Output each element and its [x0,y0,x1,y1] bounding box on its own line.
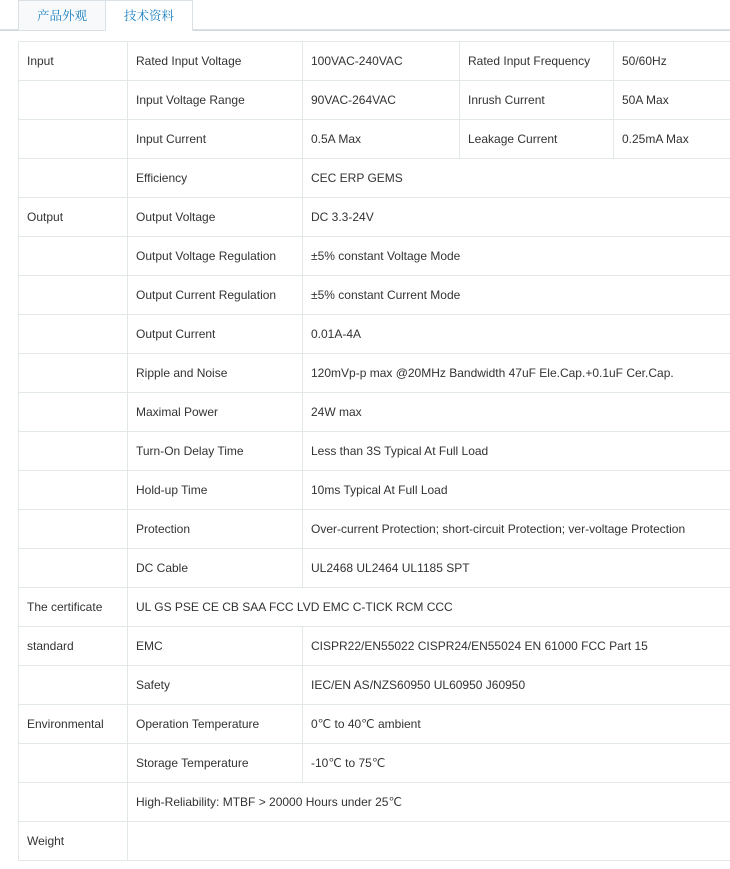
standard-empty-cell [19,666,128,705]
weight-label: Weight [19,822,128,861]
certificate-value: UL GS PSE CE CB SAA FCC LVD EMC C-TICK RCM CCC [128,588,730,627]
standard-label: standard [19,627,128,666]
table-row [19,42,730,81]
table-row [19,549,730,588]
row-secondary-value: 0.25mA Max [614,120,730,159]
row-value: ±5% constant Current Mode [303,276,730,315]
row-value: ±5% constant Voltage Mode [303,237,730,276]
row-value: 0.01A-4A [303,315,730,354]
row-sub-label: Operation Temperature [128,705,303,744]
row-value: 10ms Typical At Full Load [303,471,730,510]
environmental-label: Environmental [19,705,128,744]
row-value: 90VAC-264VAC [303,81,460,120]
table-row [19,354,730,393]
environmental-empty-cell [19,744,128,783]
table-row [19,159,730,198]
row-sub-label: Output Current Regulation [128,276,303,315]
row-secondary-label: Rated Input Frequency [460,42,614,81]
specification-table [18,41,730,861]
row-value: DC 3.3-24V [303,198,730,237]
table-row-certificate [19,588,730,627]
row-sub-label: Output Voltage [128,198,303,237]
table-row [19,198,730,237]
row-value: 120mVp-p max @20MHz Bandwidth 47uF Ele.Cap.+0.1uF Cer.Cap. [303,354,730,393]
row-group-label [19,354,128,393]
table-row [19,393,730,432]
row-group-label [19,237,128,276]
row-sub-label: DC Cable [128,549,303,588]
row-group-label [19,120,128,159]
row-sub-label: Rated Input Voltage [128,42,303,81]
table-row [19,81,730,120]
table-row [19,471,730,510]
row-sub-label: Output Voltage Regulation [128,237,303,276]
row-value: 0℃ to 40℃ ambient [303,705,730,744]
row-group-label [19,276,128,315]
row-sub-label: Storage Temperature [128,744,303,783]
row-value: UL2468 UL2464 UL1185 SPT [303,549,730,588]
row-value: 100VAC-240VAC [303,42,460,81]
row-group-label [19,393,128,432]
weight-value [128,822,730,861]
reliability-value: High-Reliability: MTBF > 20000 Hours under 25℃ [128,783,730,822]
row-sub-label: Hold-up Time [128,471,303,510]
tab-product-appearance[interactable]: 产品外观 [18,0,106,31]
row-group-label: Output [19,198,128,237]
table-row [19,237,730,276]
standard-emc-tag: EMC [128,627,303,666]
row-value: 0.5A Max [303,120,460,159]
row-sub-label: Output Current [128,315,303,354]
table-row [19,315,730,354]
row-value: Over-current Protection; short-circuit Protection; ver-voltage Protection [303,510,730,549]
row-sub-label: Input Voltage Range [128,81,303,120]
row-value: CEC ERP GEMS [303,159,730,198]
table-row [19,744,730,783]
tab-technical-data[interactable]: 技术资料 [105,0,193,31]
table-row [19,432,730,471]
standard-safety-value: IEC/EN AS/NZS60950 UL60950 J60950 [303,666,730,705]
tab-bar [0,0,730,31]
row-value: -10℃ to 75℃ [303,744,730,783]
table-row-environmental [19,705,730,744]
row-secondary-label: Leakage Current [460,120,614,159]
row-sub-label: Ripple and Noise [128,354,303,393]
table-row [19,276,730,315]
table-row-standard-emc [19,627,730,666]
row-secondary-value: 50/60Hz [614,42,730,81]
row-secondary-label: Inrush Current [460,81,614,120]
row-sub-label: Maximal Power [128,393,303,432]
row-secondary-value: 50A Max [614,81,730,120]
standard-safety-tag: Safety [128,666,303,705]
standard-emc-value: CISPR22/EN55022 CISPR24/EN55024 EN 61000 FCC Part 15 [303,627,730,666]
row-group-label [19,471,128,510]
row-group-label [19,315,128,354]
row-sub-label: Input Current [128,120,303,159]
row-group-label [19,81,128,120]
certificate-label: The certificate [19,588,128,627]
table-row-standard-safety [19,666,730,705]
reliability-empty-cell [19,783,128,822]
row-sub-label: Protection [128,510,303,549]
row-group-label [19,432,128,471]
row-value: 24W max [303,393,730,432]
table-row-weight [19,822,730,861]
row-group-label: Input [19,42,128,81]
table-row-reliability [19,783,730,822]
table-row [19,120,730,159]
row-sub-label: Turn-On Delay Time [128,432,303,471]
spec-table-wrapper [0,31,730,861]
row-sub-label: Efficiency [128,159,303,198]
table-row [19,510,730,549]
row-group-label [19,510,128,549]
row-group-label [19,549,128,588]
row-value: Less than 3S Typical At Full Load [303,432,730,471]
row-group-label [19,159,128,198]
